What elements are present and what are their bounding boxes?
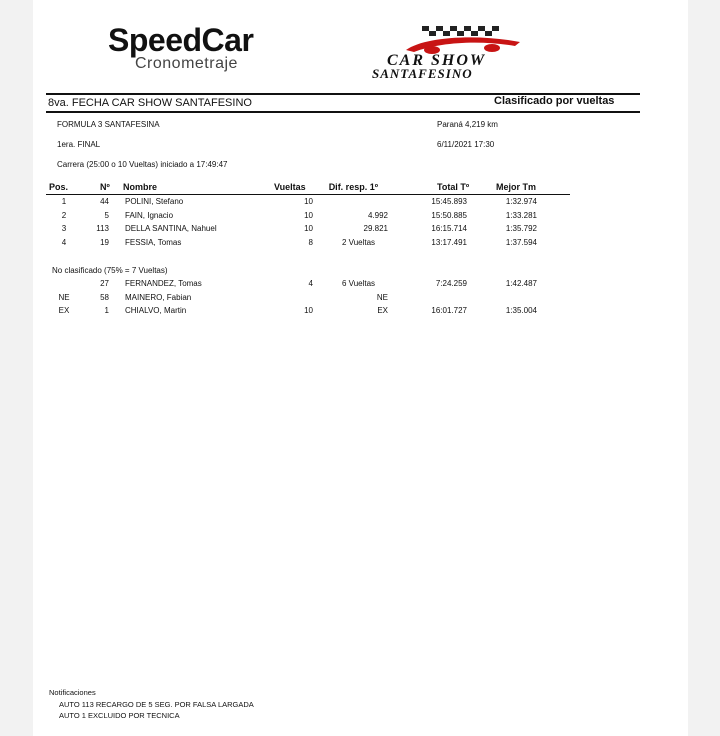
cell-num: 1	[104, 306, 109, 315]
cell-total: 16:01.727	[431, 306, 467, 315]
track: Paraná 4,219 km	[437, 120, 498, 129]
cell-pos: 1	[61, 197, 67, 206]
speedcar-logo-subtitle: Cronometraje	[135, 55, 238, 72]
report-type: Clasificado por vueltas	[494, 95, 615, 107]
cell-best: 1:42.487	[505, 279, 537, 288]
note-item: AUTO 1 EXCLUIDO POR TECNICA	[59, 711, 180, 720]
date: 6/11/2021 17:30	[437, 140, 495, 149]
header-rule	[46, 194, 570, 195]
cell-pos: 2	[61, 210, 67, 220]
cell-best: 1:33.281	[505, 210, 537, 220]
col-diff: Dif. resp. 1º	[328, 182, 378, 192]
cell-pos: 3	[61, 224, 67, 233]
cell-diff: 4.992	[367, 210, 388, 220]
category: FORMULA 3 SANTAFESINA	[57, 120, 160, 129]
cell-laps: 10	[304, 224, 313, 233]
cell-pos: 4	[61, 237, 67, 247]
col-num: Nº	[100, 182, 110, 192]
event-logo-line1: CAR SHOW	[387, 52, 487, 69]
cell-name: FERNANDEZ, Tomas	[125, 279, 202, 288]
cell-name: DELLA SANTINA, Nahuel	[125, 224, 217, 233]
cell-name: CHIALVO, Martin	[125, 306, 187, 315]
cell-diff: 2 Vueltas	[342, 237, 376, 247]
page-title: 8va. FECHA CAR SHOW SANTAFESINO	[48, 97, 252, 109]
cell-diff: 29.821	[363, 224, 388, 233]
notes-title: Notificaciones	[49, 688, 96, 697]
title-rule-bottom	[46, 111, 640, 113]
cell-diff: NE	[376, 292, 388, 302]
cell-num: 44	[100, 197, 109, 206]
cell-diff: EX	[377, 306, 388, 315]
cell-total: 13:17.491	[431, 237, 467, 247]
cell-best: 1:35.792	[505, 224, 537, 233]
session: 1era. FINAL	[57, 140, 101, 149]
col-best: Mejor Tm	[496, 182, 537, 192]
cell-num: 19	[100, 237, 109, 247]
cell-laps: 8	[308, 237, 313, 247]
cell-pos: EX	[58, 306, 70, 315]
note-item: AUTO 113 RECARGO DE 5 SEG. POR FALSA LARGADA	[59, 700, 254, 709]
cell-num: 113	[96, 224, 109, 233]
cell-best: 1:35.004	[505, 306, 537, 315]
not-classified-label: No clasificado (75% = 7 Vueltas)	[52, 266, 168, 275]
event-logo-line2: SANTAFESINO	[372, 66, 473, 81]
col-pos: Pos.	[49, 182, 69, 192]
cell-name: FAIN, Ignacio	[125, 210, 174, 220]
cell-num: 5	[104, 210, 109, 220]
cell-laps: 10	[304, 210, 313, 220]
cell-laps: 4	[308, 279, 313, 288]
cell-num: 27	[100, 279, 109, 288]
cell-total: 15:50.885	[431, 210, 467, 220]
col-laps: Vueltas	[274, 182, 306, 192]
cell-pos: NE	[58, 292, 70, 302]
cell-name: MAINERO, Fabian	[125, 292, 192, 302]
cell-name: FESSIA, Tomas	[125, 237, 182, 247]
cell-name: POLINI, Stefano	[125, 197, 184, 206]
col-total: Total Tº	[437, 182, 470, 192]
cell-laps: 10	[304, 197, 313, 206]
cell-total: 7:24.259	[435, 279, 467, 288]
cell-total: 15:45.893	[431, 197, 467, 206]
cell-laps: 10	[304, 306, 313, 315]
cell-num: 58	[100, 292, 109, 302]
cell-best: 1:32.974	[505, 197, 537, 206]
col-name: Nombre	[123, 182, 158, 192]
cell-best: 1:37.594	[505, 237, 537, 247]
cell-total: 16:15.714	[431, 224, 467, 233]
speedcar-logo-text: SpeedCar	[108, 22, 254, 58]
race-info: Carrera (25:00 o 10 Vueltas) iniciado a 17:49:47	[57, 160, 228, 169]
cell-diff: 6 Vueltas	[342, 279, 376, 288]
